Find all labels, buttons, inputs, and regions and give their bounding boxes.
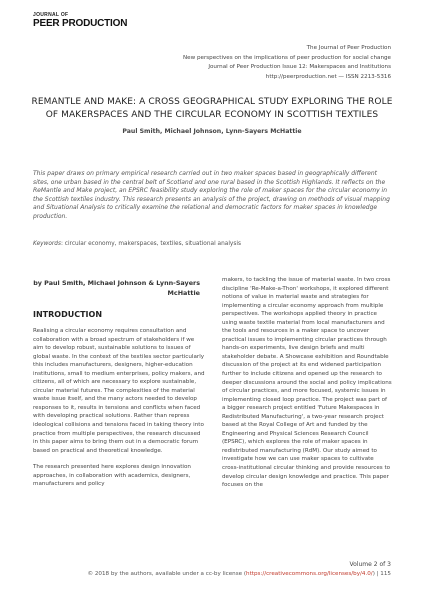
keywords-list: : circular economy, makerspaces, textiles, situational analysis [60,241,242,247]
header-journal-name: The Journal of Peer Production [306,45,391,51]
article-abstract: This paper draws on primary empirical research carried out in two maker spaces based in geographically different sites, one urban based in the central belt of Scotland and one rural based in the Scottish Highlands. It reflects on the ReMantle and Make project, an EPSRC feasibility study exploring the role of maker spaces for the circular economy in the Scottish textiles industry. This research presents an analysis of the project, drawing on methods of visual mapping and Situational Analysis to critically examine the relational and democratic factors for maker spaces in knowledge production. [33,170,390,220]
body-paragraph: Realising a circular economy requires consultation and collaboration with a broad spectrum of stakeholders if we aim to develop robust, sustainable solutions to issues of global waste. In the context of the textiles sector particularly this includes manufacturers, designers, higher-education institutions, small to medium enterprises, policy makers, and citizens, all of which are necessary to explore sustainable, circular material futures. The complexities of the material waste issue itself, and the many actors needed to develop responses to it, results in tensions and conflicts when faced with developing practical solutions. Rather than repress ideological collisions and tensions faced in taking theory into practice from multiple perspectives, the research discussed in this paper aims to bring them out in a democratic forum based on practical and theoretical knowledge. [33,328,205,454]
header-tagline: New perspectives on the implications of peer production for social change [183,54,391,61]
journal-logo [33,12,127,29]
header-issue: Journal of Peer Production Issue 12: Makerspaces and Institutions [208,64,391,70]
body-paragraph: makers, to tackling the issue of material waste. In two cross discipline 'Re-Make-a-Thon' workshops, it explored different notions of value in material waste and strategies for implementing a circular economy approach from multiple perspectives. The workshops applied theory in practice using waste textile material from local manufacturers and the tools and resources in a maker space to uncover practical issues to implementing circular practices through hands-on experiments, live design briefs and multi stakeholder debate. A Showcase exhibition and Roundtable discussion of the project at its end widened participation further to include citizens and opened up the research to deeper discussions around the social and policy implications of circular practices, and more focused, systemic issues in implementing closed loop practice. The project was part of a bigger research project entitled 'Future Makespaces in Redistributed Manufacturing', a two-year research project based at the Royal College of Art and funded by the Engineering and Physical Sciences Research Council (EPSRC), which explores the role of maker spaces in redistributed manufacturing (RdM). Our study aimed to investigate how we can use maker spaces to cultivate cross-institutional circular thinking and provide resources to develop circular design knowledge and practice. This paper focuses on the [222,277,392,489]
logo-small-text: JOURNAL OF [33,12,69,18]
footer-volume: Volume 2 of 3 [349,561,391,568]
article-authors: Paul Smith, Michael Johnson, Lynn-Sayers McHattie [122,128,302,135]
left-column [33,279,205,489]
license-link[interactable]: https://creativecommons.org/licenses/by/4.0/ [246,571,373,577]
keywords-label: Keywords [33,241,61,247]
article-byline: by Paul Smith, Michael Johnson & Lynn-Sayers McHattie [33,279,200,297]
body-paragraph: The research presented here explores design innovation approaches, in collaboration with academics, designers, manufacturers and policy [33,464,191,488]
section-heading-introduction: INTRODUCTION [33,310,103,319]
footer-license [87,571,391,577]
logo-big-text: PEER PRODUCTION [33,18,128,29]
license-prefix: © 2018 by the authors, available under a cc-by license ( [87,571,247,577]
header-url-issn: http://peerproduction.net — ISSN 2213-5316 [265,73,391,80]
article-title: REMANTLE AND MAKE: A CROSS GEOGRAPHICAL STUDY EXPLORING THE ROLE OF MAKERSPACES AND THE CIRCULAR ECONOMY IN SCOTTISH TEXTILES [31,97,393,120]
license-suffix: ) | 115 [372,571,391,577]
keywords-line [33,241,241,247]
right-column [222,276,392,490]
journal-header-info [183,44,391,82]
